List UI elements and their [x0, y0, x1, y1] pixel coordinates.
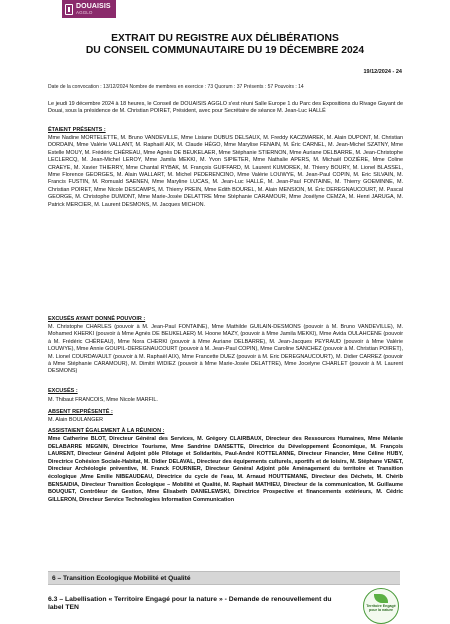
douaisis-logo [62, 0, 116, 18]
pouvoirs-heading: EXCUSÉS AYANT DONNÉ POUVOIR : [48, 316, 146, 322]
logo-name: DOUAISIS [76, 3, 111, 10]
absent-list: M. Alain BOULANGER [48, 417, 103, 423]
ten-label-badge [363, 588, 399, 624]
assist-heading: ASSISTAIENT ÉGALEMENT À LA RÉUNION : [48, 428, 165, 434]
section-band-title: 6 – Transition Ecologique Mobilité et Qualité [52, 575, 191, 582]
leaf-icon [374, 594, 388, 603]
presents-heading: ÉTAIENT PRÉSENTS : [48, 127, 106, 133]
document-title-line1: EXTRAIT DU REGISTRE AUX DÉLIBÉRATIONS [111, 33, 339, 44]
excuses-heading: EXCUSÉS : [48, 388, 78, 394]
badge-text: Territoire Engagé pour la nature [366, 604, 396, 612]
logo-text [76, 3, 111, 15]
excuses-list: M. Thibaut FRANCOIS, Mme Nicole MARFIL. [48, 397, 158, 403]
deliberation-reference: 19/12/2024 - 24 [363, 69, 402, 75]
presents-list: Mme Nadine MORTELETTE, M. Bruno VANDEVILLE, Mme Lisiane DUBUS DELSAUX, M. Freddy KACZMAREK, M. Alain DUPONT, M. Christian DORDAIN, Mme Valérie VALLANT, M. Raphaël AIX, M. Claude HÉGO, Mme Marylise FENAIN, M. Éric CARNEL, M. Jean-Michel SZATNY, Mme Estelle MOUY, M. Frédéric CHÉREAU, Mme Agnès DE BEUKELAER, Mme Stéphanie STIERNON, Mme Auriane DELBARRE, M. Jean-Christophe LECLERCQ, M. Jean-Michel LEROY, Mme Jamila MEKKI, M. Yvon SIPIETER, Mme Nathalie APERS, M. Michaël DOZIÈRE, Mme Coline CRAEYE, M. Xavier THIERRY, Mme Chantal RYBAK, M. François GUIFFARD, M. Laurent KUMOREK, M. Thierry BOURY, M. Lionel BLASSEL, Mme Florence GEORGES, M. Alain WALLART, M. Michel PEDERENCINO, Mme Valérie LOUWYE, M. Jean-Paul COPIN, M. Eric SILVAIN, M. Francis FUSTIN, M. Romuald SAENEN, Mme Maryline LUCAS, M. Jean-Luc HALLÉ, M. Jean-Paul FONTAINE, M. Thierry GOEMINNE, M. Christian POIRET, Mme Nicole DESCAMPS, M. Thierry PREIN, Mme Edith BOUREL, M. Alain MENSION, M. Éric DEREGNAUCOURT, M. Pascal GEORGE, M. Christophe DUMONT, Mme Marie-Josée DELATTRE Mme Stéphanie CARAMOUR, Mme Josélyne CEMZA, M. Henri JARUGA, M. Patrick MERCIER, M. Laurent DESMONS, M. Jacques MICHON. [48, 135, 403, 208]
pouvoirs-list: M. Christophe CHARLES (pouvoir à M. Jean-Paul FONTAINE), Mme Mathilde GUILAIN-DESMONS (pouvoir à M. Bruno VANDEVILLE), M. Mohamed KHERKI (pouvoir à Mme Agnès DE BEUKELAER) M. Hoone MAZY, (pouvoir à Mme Jamila MEKKI), Mme Avida OULAHCENE (pouvoir à M. Frédéric CHÉREAU), Mme Nora CHERKI (pouvoir à Mme Auriane DELBARRE), M. Jean-Jacques PEYRAUD (pouvoir à Mme Valérie LOUWYE), Mme Annie GOUPIL-DEREGNAUCOURT (pouvoir à M. Jean-Paul COPIN), Mme Caroline SANCHEZ (pouvoir à M. Christian POIRET), M. Lionel COURDAVAULT (pouvoir à M. Raphaël AIX), Mme Francette DUEZ (pouvoir à M. Eric DEREGNAUCOURT), M. Didier CARREZ (pouvoir à Mme Stéphanie CARAMOUR), M. Dimitri WIDIEZ (pouvoir à Mme Marie-Josée DELATTRE), Mme Jocelyne CHARLET (pouvoir à M. Laurent DESMONS) [48, 324, 403, 375]
section-band [48, 571, 400, 585]
intro-paragraph: Le jeudi 19 décembre 2024 à 18 heures, le Conseil de DOUAISIS AGGLO s'est réuni Salle Europe 1 du Parc des Expositions du Rivage Gayant de Douai, sous la présidence de M. Christian POIRET, Président, avec pour Secrétaire de séance M. Jean-Luc HALLÉ [48, 101, 403, 115]
logo-sub: AGGLO [76, 10, 93, 15]
convocation-meta: Date de la convocation : 13/12/2024 Nombre de membres en exercice : 73 Quorum : 37 Présents : 57 Pouvoirs : 14 [48, 84, 304, 90]
document-title-line2: DU CONSEIL COMMUNAUTAIRE DU 19 DÉCEMBRE 2024 [85, 45, 365, 56]
logo-mark-icon [65, 4, 73, 15]
assist-list: Mme Catherine BLOT, Directeur Général des Services, M. Grégory CLAIRBAUX, Directeur des Ressources Humaines, Mme Mélanie DELABARRE MEGNIN, Directrice Tourisme, Mme Sandrine DANSETTE, Directrice du Développement Économique, M. François LAURENT, Directeur Général Adjoint pôle Pilotage et Solidarités, Paul-André KOTTELANNE, Directeur Financier, Mme Céline HUBY, Directrice Cohésion Sociale-Habitat, M. Didier DELAVAL, Directeur des équipements culturels, sportifs et de loisirs, M. Stéphane VENET, Directeur Archéologie préventive, M. Franck FOURNIER, Directeur Général Adjoint pôle Aménagement du territoire et Transition écologique ,Mme Emilie NIBEAUDEAU, Directrice du cycle de l'eau, M. Arnaud HOUTTEMANE, Directeur des Déchets, M. Chérib BENSAIDIA, Directeur Transition Écologique – Mobilité et Qualité, M. Raphaël MATHIEU, Directeur de la communication, M. Guillaume BOUQUET, Contrôleur de Gestion, Mme Élisabeth DANIELEWSKI, Directrice Prospective et financements extérieurs, M. Cédric GILLERON, Directeur Service Technologies Information Communication [48, 436, 403, 503]
agenda-item-title: 6.3 – Labellisation « Territoire Engagé pour la nature » - Demande de renouvellement du label TEN [48, 596, 332, 611]
absent-heading: ABSENT REPRÉSENTÉ : [48, 409, 113, 415]
